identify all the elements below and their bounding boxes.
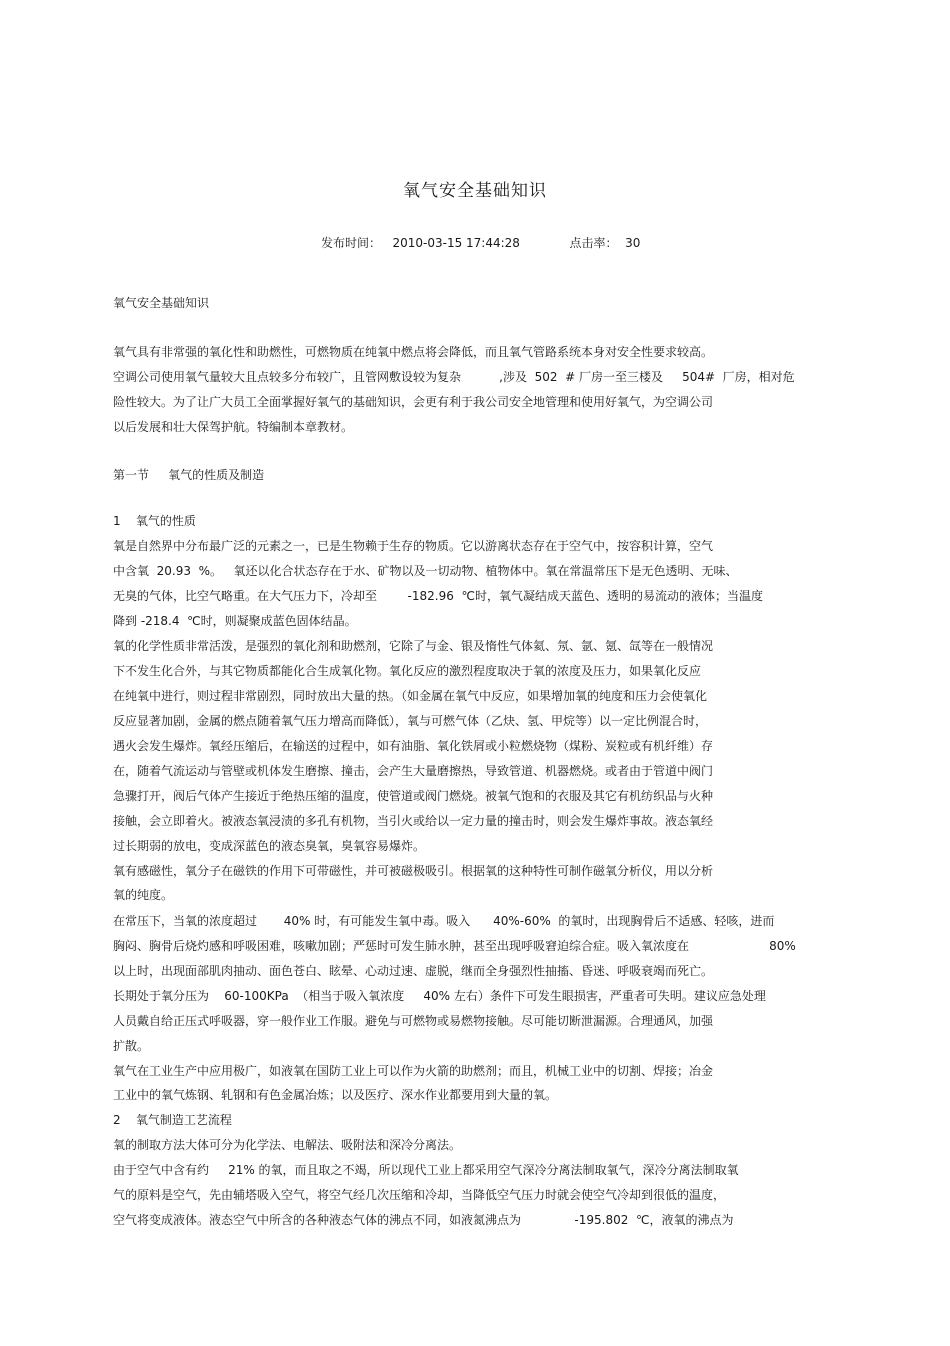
- body-line: 氧的制取方法大体可分为化学法、电解法、吸附法和深冷分离法。: [113, 1138, 462, 1152]
- body-line: 反应显著加剧，金属的燃点随着氧气压力增高而降低），氧与可燃气体（乙炔、氢、甲烷等）以一定比例混合时，: [113, 714, 708, 728]
- body-line: 工业中的氧气炼钢、轧钢和有色金属冶炼；以及医疗、深水作业都要用到大量的氧。: [113, 1088, 558, 1102]
- body-line: 急骤打开，阀后气体产生接近于绝热压缩的温度，使管道或阀门燃烧。被氧气饱和的衣服及其它有机纺织品与火种: [113, 789, 714, 803]
- page-title: 氧气安全基础知识: [403, 181, 547, 201]
- body-line: 胸闷、胸骨后烧灼感和呼吸困难，咳嗽加剧；严惩时可发生肺水肿，甚至出现呼吸窘迫综合症。吸入氧浓度在 80%: [113, 939, 796, 953]
- publish-time: 2010-03-15 17:44:28: [392, 236, 520, 250]
- section-heading: 第一节 氧气的性质及制造: [113, 468, 265, 482]
- body-line: 空气将变成液体。液态空气中所含的各种液态气体的沸点不同，如液氮沸点为 -195.802 ℃，液氧的沸点为: [113, 1213, 734, 1227]
- body-line: 长期处于氧分压为 60-100KPa （相当于吸入氧浓度 40% 左右）条件下可发生眼损害，严重者可失明。建议应急处理: [113, 989, 766, 1003]
- body-line: 过长期弱的放电，变成深蓝色的液态臭氧，臭氧容易爆炸。: [113, 839, 426, 853]
- subsection-heading: 2 氧气制造工艺流程: [113, 1113, 232, 1127]
- body-line: 氧气安全基础知识: [113, 296, 210, 310]
- body-line: 无臭的气体，比空气略重。在大气压力下，冷却至 -182.96 ℃时，氧气凝结成天蓝色、透明的易流动的液体；当温度: [113, 589, 763, 603]
- body-line: 在纯氧中进行，则过程非常剧烈，同时放出大量的热。（如金属在氧气中反应，如果增加氧的纯度和压力会使氧化: [113, 689, 708, 703]
- body-line: 接触，会立即着火。被液态氧浸渍的多孔有机物，当引火或给以一定力量的撞击时，则会发生爆炸事故。液态氧经: [113, 814, 714, 828]
- body-line: 扩散。: [113, 1039, 150, 1053]
- body-line: 险性较大。为了让广大员工全面掌握好氧气的基础知识，会更有利于我公司安全地管理和使用好氧气，为空调公司: [113, 395, 714, 409]
- body-line: 遇火会发生爆炸。氧经压缩后，在输送的过程中，如有油脂、氧化铁屑或小粒燃烧物（煤粉、炭粒或有机纤维）存: [113, 739, 714, 753]
- body-line: 氧有感磁性，氧分子在磁铁的作用下可带磁性，并可被磁极吸引。根据氧的这种特性可制作磁氧分析仪，用以分析: [113, 864, 714, 878]
- body-line: 以上时，出现面部肌肉抽动、面色苍白、眩晕、心动过速、虚脱，继而全身强烈性抽搐、昏迷、呼吸衰竭而死亡。: [113, 964, 714, 978]
- body-line: 降到 -218.4 ℃时，则凝聚成蓝色固体结晶。: [113, 614, 357, 628]
- click-count: 30: [625, 236, 641, 250]
- body-line: 气的原料是空气，先由辅塔吸入空气，将空气经几次压缩和冷却，当降低空气压力时就会使空气冷却到很低的温度，: [113, 1188, 726, 1202]
- body-line: 以后发展和壮大保驾护航。特编制本章教材。: [113, 420, 354, 434]
- subsection-heading: 1 氧气的性质: [113, 514, 196, 528]
- body-line: 空调公司使用氧气量较大且点较多分布较广，且管网敷设较为复杂 ,涉及 502 # 厂房一至三楼及 504# 厂房，相对危: [113, 370, 795, 384]
- body-line: 由于空气中含有约 21% 的氧，而且取之不竭，所以现代工业上都采用空气深冷分离法制取氧气，深冷分离法制取氧: [113, 1163, 739, 1177]
- body-line: 人员戴自给正压式呼吸器，穿一般作业工作服。避免与可燃物或易燃物接触。尽可能切断泄漏源。合理通风，加强: [113, 1014, 714, 1028]
- body-line: 下不发生化合外，与其它物质都能化合生成氧化物。氧化反应的激烈程度取决于氧的浓度及压力，如果氧化反应: [113, 664, 702, 678]
- body-line: 在常压下，当氧的浓度超过 40% 时，有可能发生氧中毒。吸入 40%-60% 的氧时，出现胸骨后不适感、轻咳，进而: [113, 914, 775, 928]
- body-line: 氧是自然界中分布最广泛的元素之一，已是生物赖于生存的物质。它以游离状态存在于空气中，按容积计算，空气: [113, 539, 714, 553]
- body-line: 在，随着气流运动与管壁或机体发生磨擦、撞击，会产生大量磨擦热，导致管道、机器燃烧。或者由于管道中阀门: [113, 764, 714, 778]
- publish-meta: [321, 234, 640, 251]
- click-count-label: 点击率：: [569, 236, 618, 250]
- body-line: 氧气具有非常强的氧化性和助燃性，可燃物质在纯氧中燃点将会降低，而且氧气管路系统本身对安全性要求较高。: [113, 345, 714, 359]
- body-line: 中含氧 20.93 %。 氧还以化合状态存在于水、矿物以及一切动物、植物体中。氧在常温常压下是无色透明、无味、: [113, 564, 738, 578]
- publish-time-label: 发布时间：: [321, 236, 382, 250]
- body-line: 氧气在工业生产中应用极广，如液氧在国防工业上可以作为火箭的助燃剂；而且，机械工业中的切割、焊接；冶金: [113, 1064, 714, 1078]
- body-line: 氧的化学性质非常活泼，是强烈的氧化剂和助燃剂，它除了与金、银及惰性气体氦、氖、氩、氪、氙等在一般情况: [113, 639, 714, 653]
- body-line: 氧的纯度。: [113, 888, 174, 902]
